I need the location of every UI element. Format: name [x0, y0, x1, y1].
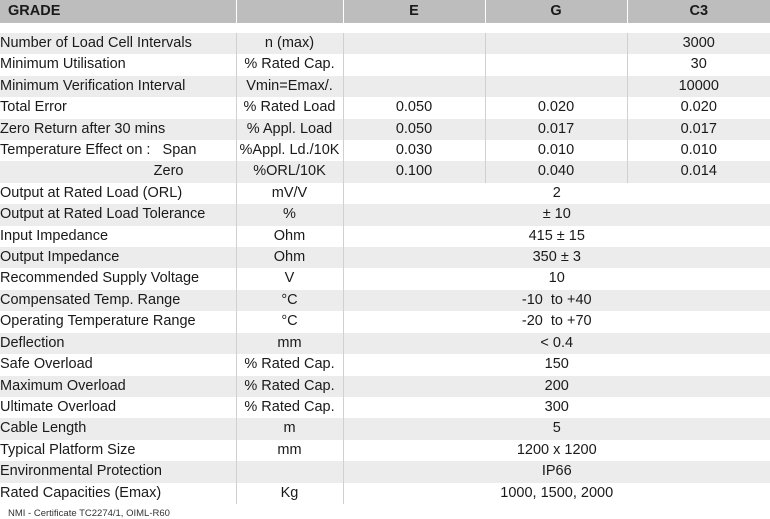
header-grade: GRADE	[0, 0, 236, 23]
table-row	[0, 33, 770, 54]
unit-cell: %Appl. Ld./10K	[236, 140, 343, 161]
table-row	[0, 119, 770, 140]
value-cell: 10	[548, 270, 565, 287]
unit-cell: °C	[236, 311, 343, 332]
table-row	[0, 290, 770, 311]
param-label: Minimum Verification Interval	[0, 76, 236, 97]
param-label: Environmental Protection	[0, 461, 236, 482]
param-label: Recommended Supply Voltage	[0, 268, 236, 289]
table-row	[0, 376, 770, 397]
value-cell: 200	[343, 376, 770, 397]
unit-cell: mV/V	[236, 183, 343, 204]
table-row	[0, 397, 770, 418]
value-cell: 415 ± 15	[528, 227, 585, 244]
table-row	[0, 333, 770, 354]
header-g: G	[485, 0, 627, 23]
table-row	[0, 97, 770, 118]
param-label: Zero Return after 30 mins	[0, 119, 236, 140]
unit-cell: mm	[236, 333, 343, 354]
table-row	[0, 161, 770, 182]
unit-cell: Kg	[236, 483, 343, 504]
value-e: 0.050	[343, 97, 485, 118]
unit-cell: % Rated Cap.	[236, 397, 343, 418]
table-row	[0, 311, 770, 332]
value-e: 0.030	[343, 140, 485, 161]
param-label: Rated Capacities (Emax)	[0, 483, 236, 504]
value-g: 0.017	[485, 119, 627, 140]
spacer-row	[0, 23, 770, 33]
value-cell: 1000, 1500, 2000	[500, 484, 614, 501]
param-label: Operating Temperature Range	[0, 311, 236, 332]
unit-cell: °C	[236, 290, 343, 311]
table-header-row	[0, 0, 770, 23]
value-c3: 0.017	[627, 119, 770, 140]
unit-cell: % Rated Load	[236, 97, 343, 118]
unit-cell: %ORL/10K	[236, 161, 343, 182]
value-e: 0.050	[343, 119, 485, 140]
table-row	[0, 140, 770, 161]
value-c3: 0.010	[680, 142, 717, 159]
table-row	[0, 204, 770, 225]
table-row	[0, 247, 770, 268]
unit-cell: m	[236, 418, 343, 439]
param-label: Output Impedance	[0, 247, 236, 268]
header-c3: C3	[627, 0, 770, 23]
param-label: Minimum Utilisation	[0, 54, 236, 75]
unit-cell	[236, 461, 343, 482]
unit-cell: % Rated Cap.	[236, 354, 343, 375]
value-g: 0.040	[485, 161, 627, 182]
value-cell: 5	[343, 418, 770, 439]
param-label: Output at Rated Load Tolerance	[0, 204, 236, 225]
param-label: Cable Length	[0, 418, 236, 439]
table-row	[0, 268, 770, 289]
param-label: Maximum Overload	[0, 376, 236, 397]
param-label: Total Error	[0, 97, 236, 118]
value-cell: 2	[552, 184, 561, 201]
table-row	[0, 54, 770, 75]
param-label: Zero	[0, 161, 236, 182]
value-cell: 150	[544, 356, 569, 373]
unit-cell: Vmin=Emax/.	[236, 76, 343, 97]
value-g: 0.020	[485, 97, 627, 118]
param-label: Number of Load Cell Intervals	[0, 33, 236, 54]
value-c3: 0.014	[627, 161, 770, 182]
unit-cell: n (max)	[236, 33, 343, 54]
certificate-footnote: NMI - Certificate TC2274/1, OIML-R60	[8, 508, 170, 519]
value-g	[485, 54, 627, 75]
header-e: E	[343, 0, 485, 23]
unit-cell: Ohm	[236, 226, 343, 247]
value-cell: 350 ± 3	[343, 247, 770, 268]
value-cell: ± 10	[343, 204, 770, 225]
param-label: Ultimate Overload	[0, 397, 236, 418]
unit-cell: % Rated Cap.	[236, 54, 343, 75]
table-row	[0, 354, 770, 375]
value-cell: 1200 x 1200	[516, 441, 597, 458]
value-c3: 0.020	[680, 99, 717, 116]
table-row	[0, 440, 770, 461]
value-cell: IP66	[343, 461, 770, 482]
table-row	[0, 183, 770, 204]
value-g: 0.010	[485, 140, 627, 161]
table-row	[0, 76, 770, 97]
unit-cell: % Rated Cap.	[236, 376, 343, 397]
value-e	[343, 54, 485, 75]
value-c3: 30	[690, 56, 707, 73]
unit-cell: % Appl. Load	[236, 119, 343, 140]
param-label: Safe Overload	[0, 354, 236, 375]
value-g	[485, 33, 627, 54]
unit-cell: %	[236, 204, 343, 225]
value-cell: < 0.4	[343, 333, 770, 354]
value-e: 0.100	[343, 161, 485, 182]
value-g	[485, 76, 627, 97]
table-row	[0, 226, 770, 247]
value-cell: 300	[544, 398, 569, 415]
param-label: Temperature Effect on : Span	[0, 140, 236, 161]
value-cell: -20 to +70	[521, 313, 592, 330]
table-row	[0, 483, 770, 504]
table-row	[0, 461, 770, 482]
param-label: Output at Rated Load (ORL)	[0, 183, 236, 204]
param-label: Compensated Temp. Range	[0, 290, 236, 311]
value-cell: -10 to +40	[343, 290, 770, 311]
value-c3: 3000	[627, 33, 770, 54]
param-label: Input Impedance	[0, 226, 236, 247]
table-row	[0, 418, 770, 439]
unit-cell: V	[236, 268, 343, 289]
header-unit	[236, 0, 343, 23]
unit-cell: Ohm	[236, 247, 343, 268]
value-e	[343, 33, 485, 54]
value-e	[343, 76, 485, 97]
unit-cell: mm	[236, 440, 343, 461]
value-c3: 10000	[627, 76, 770, 97]
param-label: Deflection	[0, 333, 236, 354]
param-label: Typical Platform Size	[0, 440, 236, 461]
